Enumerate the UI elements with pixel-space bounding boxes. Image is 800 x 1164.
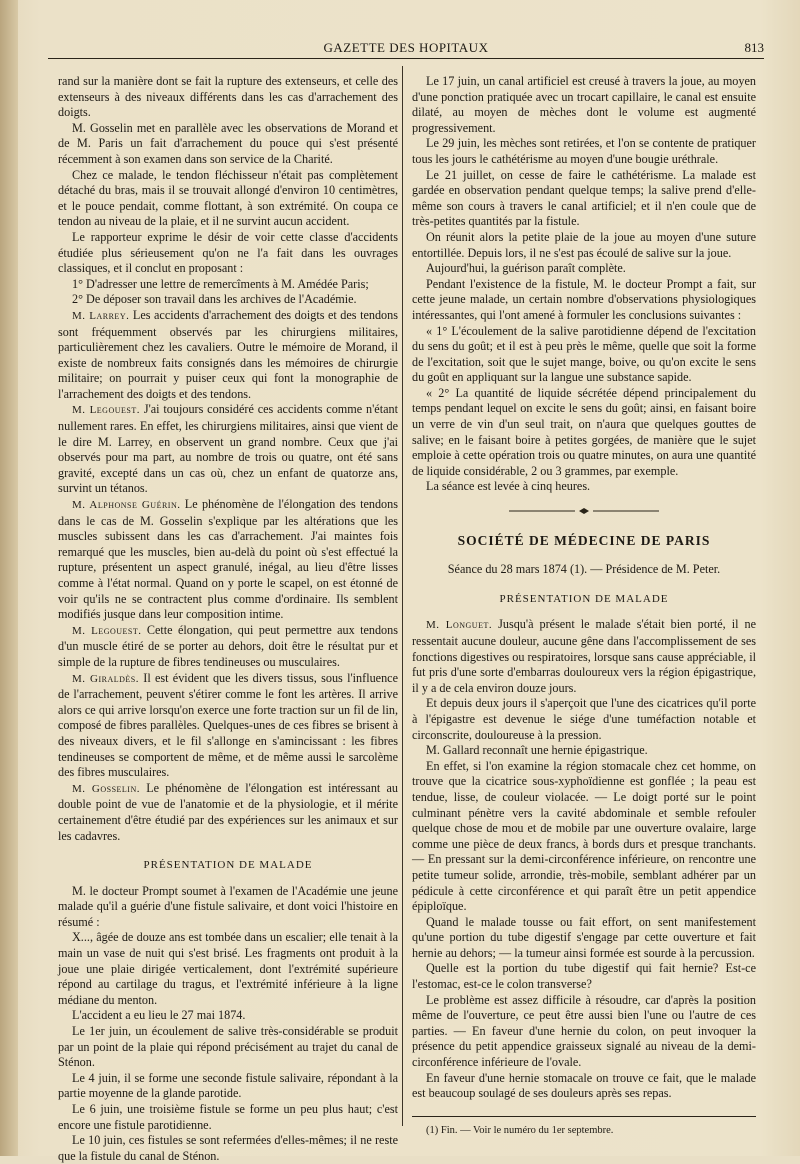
paragraph: En faveur d'une hernie stomacale on trouve ce fait, que le malade est beaucoup soulagé de ses douleurs après ses repas.: [412, 1070, 756, 1101]
column-divider: [402, 66, 403, 1126]
footnote: (1) Fin. — Voir le numéro du 1er septembre.: [426, 1124, 614, 1136]
paragraph: M. Gosselin met en parallèle avec les observations de Morand et de M. Paris un fait d'arrachement du pouce qui s'est présenté récemment à son examen dans son service de la Charité.: [58, 120, 398, 166]
paragraph: On réunit alors la petite plaie de la joue au moyen d'une suture entortillée. Depuis lors, il ne s'est pas écoulé de salive sur la joue.: [412, 229, 756, 260]
society-title: SOCIÉTÉ DE MÉDECINE DE PARIS: [457, 532, 711, 548]
paragraph: Le 21 juillet, on cesse de faire le cathétérisme. La malade est gardée en observation pendant quelque temps; la salive prend d'elle-même son cours à travers le canal artificiel; et il n'en coule que de très-petites quantités par la fistule.: [412, 167, 756, 229]
speaker-name: M. Longuet.: [426, 619, 493, 632]
footnote-rule: [412, 1116, 756, 1117]
paragraph: [58, 781, 398, 844]
paragraph: [58, 308, 398, 403]
paragraph: X..., âgée de douze ans est tombée dans un escalier; elle tenait à la main un vase de nuit qui s'est brisé. Les fragments ont produit à la joue une plaie dirigée verticalement, dont l'extrémité supérieure répond au cartilage du tragus, et l'extrémité inférieure à la ligne médiane du menton.: [58, 930, 398, 1007]
paragraph: M. Gallard reconnaît une hernie épigastrique.: [426, 743, 648, 758]
paragraph: Le 10 juin, ces fistules se sont refermées d'elles-mêmes; il ne reste que la fistule du canal de Sténon.: [58, 1133, 398, 1163]
paragraph: Aujourd'hui, la guérison paraît complète.: [426, 261, 626, 276]
speaker-name: M. Alphonse Guérin.: [72, 499, 181, 512]
paragraph: Quelle est la portion du tube digestif qui fait hernie? Est-ce l'estomac, est-ce le colon transverse?: [412, 961, 756, 992]
ornament-rule-icon: [509, 507, 659, 515]
speech-text: Cette élongation, qui peut permettre aux tendons d'un muscle étiré de se porter au dehors, doit être le résultat pur et simple de la rupture de fibres tendineuses ou musculaires.: [58, 622, 398, 669]
section-separator-ornament: [412, 505, 756, 521]
paragraph: Le 4 juin, il se forme une seconde fistule salivaire, répondant à la partie moyenne de la glande parotide.: [58, 1070, 398, 1101]
paragraph: 1° D'adresser une lettre de remercîments à M. Amédée Paris;: [72, 276, 369, 291]
left-column: [58, 74, 398, 1163]
session-line: Séance du 28 mars 1874 (1). — Présidence de M. Peter.: [447, 562, 721, 577]
speech-text: Le phénomène de l'élongation des tendons dans le cas de M. Gosselin s'explique par les altérations que les muscles subissent dans les cas d'arrachement. J'ai maintes fois remarqué que les muscles, bien au-delà du point où s'est effectué la rupture, présentent un aspect granulé, inégal, au lieu d'être lisses comme à l'état normal. Quand on y porte le scapel, on est étonné de voir qu'ils ne se contractent plus comme d'ordinaire. Ils semblent modifiés jusque dans leur composition intime.: [58, 497, 398, 622]
section-heading: PRÉSENTATION DE MALADE: [143, 859, 313, 872]
paragraph: Quand le malade tousse ou fait effort, on sent manifestement qu'une portion du tube digestif s'engage par cette ouverture et fait hernie au dehors; — la tumeur ainsi formée est sourde à la percussion.: [412, 914, 756, 960]
paragraph: M. le docteur Prompt soumet à l'examen de l'Académie une jeune malade qu'il a guérie d'une fistule salivaire, et dont voici l'histoire en résumé :: [58, 883, 398, 929]
speaker-name: M. Legouest.: [72, 404, 140, 417]
speaker-name: M. Larrey.: [72, 309, 130, 322]
paragraph: Le 29 juin, les mèches sont retirées, et l'on se contente de pratiquer tous les jours le cathétérisme au moyen d'une bougie uréthrale.: [412, 136, 756, 166]
paragraph: [58, 623, 398, 671]
paragraph: [412, 617, 756, 696]
speech-text: J'ai toujours considéré ces accidents comme n'étant nullement rares. En effet, les chirurgiens militaires, ainsi que vient de le dire M. Larrey, en observent un grand nombre. Ceux que j'ai observés pour ma part, au nombre de trois ou quatre, ont été sans gravité, excepté dans un cas où, chez un enfant de quatorze ans, survint un tétanos.: [58, 402, 398, 496]
right-column: [412, 74, 757, 1136]
paragraph: Le 6 juin, une troisième fistule se forme un peu plus haut; c'est encore une fistule parotidienne.: [58, 1102, 398, 1132]
speech-text: Les accidents d'arrachement des doigts et des tendons sont fréquemment observés par les chirurgiens militaires, particulièrement chez les cavaliers. Outre le mémoire de Morand, il existe de nombreux faits consignés dans les mémoires de chirurgie militaire; on pourrait y puiser ceux qui font la monographie de l'arrachement des doigts et des tendons.: [58, 307, 398, 401]
paragraph: L'accident a eu lieu le 27 mai 1874.: [72, 1008, 246, 1023]
speech-text: Il est évident que les divers tissus, sous l'influence de l'arrachement, peuvent s'étirer comme le font les artères. Il arrive alors ce qui arrive lorsqu'on exerce une forte traction sur un fil de lin, composé de fibres parallèles. Quelques-unes de ces fibres se brisent à des niveaux divers, et le fil s'allonge en s'amincissant : les fibres tendineuses se comportent de même, et de même aussi le sarcolème des fibres musculaires.: [58, 670, 398, 780]
paragraph: En effet, si l'on examine la région stomacale chez cet homme, on trouve que la cicatrice sous-xyphoïdienne est gonflée ; la peau est tendue, lisse, de couleur violacée. — Le doigt porté sur le point culminant pénètre vers la cavité abdominale et semble refouler quelque chose de mou et de mobile par une ouverture ovalaire, large comme une pièce de deux francs, à bords durs et presque tranchants. — En pressant sur la demi-circonférence inférieure, on rencontre une petite tumeur solide, arrondie, très-mobile, semblant adhérer par un pédicule à cette circonférence et qui paraît être un petit appendice épiploïque.: [412, 758, 756, 914]
paragraph: [58, 671, 398, 781]
paragraph: « 1° L'écoulement de la salive parotidienne dépend de l'excitation du sens du goût; et il est à peu près le même, quelle que soit la forme de l'excitation, soit que le sujet mange, boive, ou qu'on excite le sens du goût en appliquant sur la langue une substance sapide.: [412, 323, 756, 385]
paragraph: Le 17 juin, un canal artificiel est creusé à travers la joue, au moyen d'une ponction pratiquée avec un trocart capillaire, le canal est ensuite dilaté, au moyen de mèches dont le volume est augmenté progressivement.: [412, 74, 756, 135]
section-heading: PRÉSENTATION DE MALADE: [499, 592, 669, 605]
speech-text: Jusqu'à présent le malade s'était bien porté, il ne ressentait aucune douleur, aucune gêne dans l'accomplissement de ses fonctions digestives ou respiratoires, lorsque sans cause appréciable, il fut pris d'une sorte d'embarras douloureux vers la région épigastrique, il y a de cela environ douze jours.: [412, 617, 757, 695]
speaker-name: M. Gosselin.: [72, 782, 140, 795]
page-number: 813: [744, 40, 764, 55]
paragraph: [58, 497, 398, 623]
page-header: [48, 36, 764, 60]
speaker-name: M. Legouest.: [72, 624, 142, 637]
speech-text: Le phénomène de l'élongation est intéressant au double point de vue de l'anatomie et de la physiologie, et il mérite certainement d'être étudié par des expériences sur les animaux et sur les cadavres.: [58, 780, 398, 843]
paragraph: Le 1er juin, un écoulement de salive très-considérable se produit par un point de la plaie qui répond précisément au trajet du canal de Sténon.: [58, 1024, 398, 1070]
speaker-name: M. Giraldès.: [72, 672, 139, 685]
paragraph: Pendant l'existence de la fistule, M. le docteur Prompt a fait, sur cette jeune malade, un certain nombre d'observations physiologiques intéressantes, qui l'ont amené à formuler les conclusions suivantes :: [412, 276, 756, 322]
paragraph: « 2° La quantité de liquide sécrétée dépend principalement du temps pendant lequel on excite le sens du goût; ainsi, en faisant boire un verre de vin d'un seul trait, on n'aura que quelques gouttes de salive; en le faisant boire à petites gorgées, de manière que le sujet emploie à cette opération trois ou quatre minutes, on aura une quantité de liquide considérable, 2 ou 3 grammes, par exemple.: [412, 385, 756, 478]
header-rule: [48, 58, 764, 59]
paragraph: Le rapporteur exprime le désir de voir cette classe d'accidents étudiée plus sérieusement qu'on ne l'a fait dans les ouvrages classiques, et il conclut en proposant :: [58, 229, 398, 276]
page-binding-edge: [0, 0, 18, 1156]
paragraph: La séance est levée à cinq heures.: [426, 479, 591, 494]
paragraph: 2° De déposer son travail dans les archives de l'Académie.: [72, 292, 357, 307]
paragraph: Chez ce malade, le tendon fléchisseur n'était pas complètement détaché du bras, mais il se trouvait allongé d'environ 10 centimètres, et le pouce pendait, comme flottant, à son extrémité. On coupa ce tendon au niveau de la plaie, et il ne survint aucun accident.: [58, 167, 398, 229]
paragraph: [58, 402, 398, 497]
paragraph: rand sur la manière dont se fait la rupture des extenseurs, et celle des extenseurs à des niveaux différents dans les cas d'arrachement des doigts.: [58, 74, 398, 120]
paragraph: Le problème est assez difficile à résoudre, car d'après la position même de l'ouverture, ce peut être aussi bien l'une ou l'autre de ces parties. — En faveur d'une hernie du colon, on peut invoquer la présence du petit appendice graisseux signalé au niveau de la demi-circonférence inférieure de l'ovale.: [412, 992, 756, 1070]
paragraph: Et depuis deux jours il s'aperçoit que l'une des cicatrices qu'il porte à l'épigastre est devenue le siége d'une tuméfaction notable et circonscrite, douloureuse à la pression.: [412, 696, 756, 742]
journal-title: GAZETTE DES HOPITAUX: [323, 40, 489, 55]
